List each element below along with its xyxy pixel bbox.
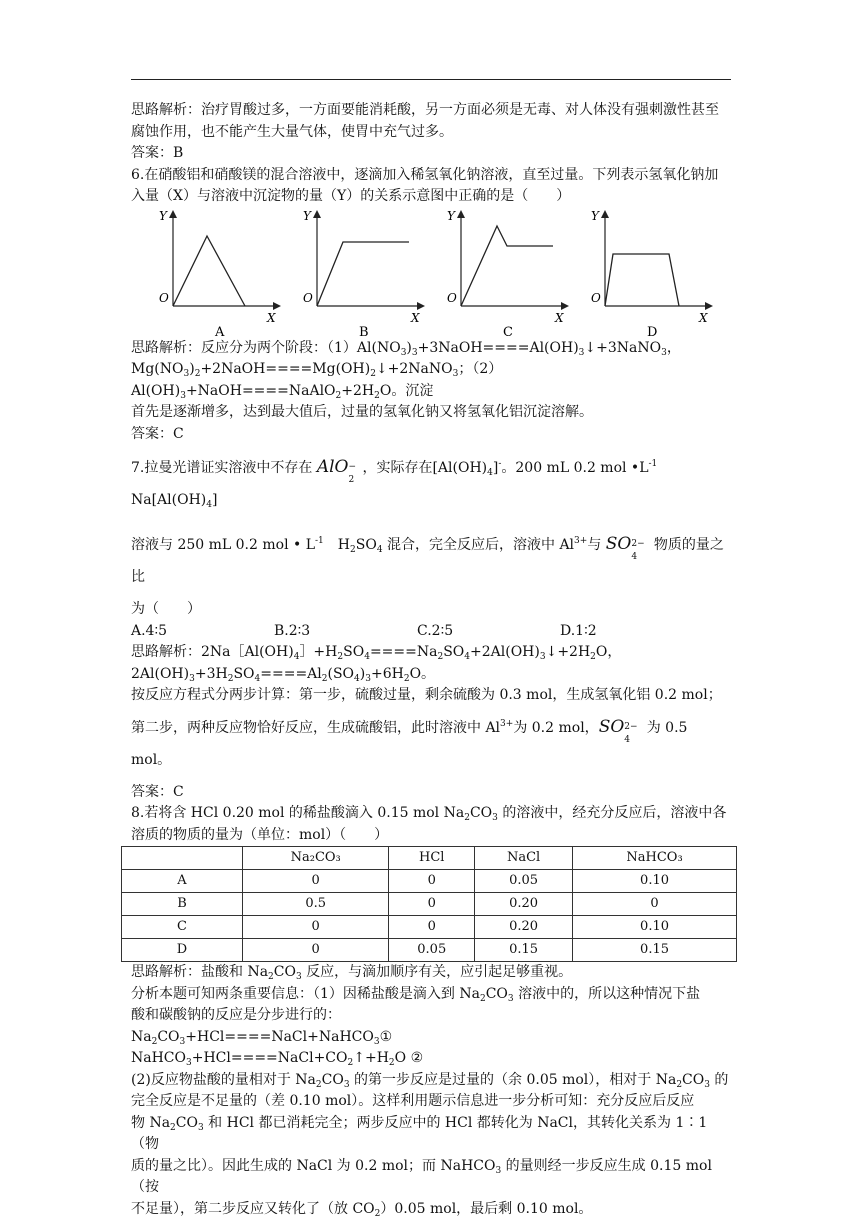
graph-c-o: O [447,291,457,305]
document-body [131,100,731,1220]
table-cell: 0 [573,893,737,916]
q8-stem-line2: 溶质的物质的量为（单位：mol）（ ） [131,825,731,847]
q8-equation-1: $Na_2CO_3+HCl====NaCl+NaHCO_3①$ [131,1027,731,1049]
graph-d-y: Y [591,209,600,223]
q7-stem-line3: 为（ ） [131,599,731,621]
table-cell: 0 [389,893,475,916]
table-row [122,939,737,962]
graph-d-o: O [591,291,601,305]
graph-a-x: X [266,311,276,325]
graph-d-label: D [647,325,657,338]
table-cell: 0.15 [475,939,573,962]
graph-d-x: X [698,311,708,325]
q5-answer: 答案：B [131,143,731,165]
q8-analysis-line6: 物 $Na_2CO_3$ 和 HCl 都已消耗完全；两步反应中的 HCl 都转化为 NaCl，其转化关系为 1∶1（物 [131,1113,731,1156]
q8-analysis-line5: 完全反应是不足量的（差 0.10 mol）。这样利用题示信息进一步分析可知：充分反应后反应 [131,1091,731,1113]
table-cell: 0 [243,916,389,939]
table-row [122,893,737,916]
table-cell: 0 [389,870,475,893]
q6-stem: 6.在硝酸铝和硝酸镁的混合溶液中，逐滴加入稀氢氧化钠溶液，直至过量。下列表示氢氧化钠加入量（X）与溶液中沉淀物的量（Y）的关系示意图中正确的是（ ） [131,165,731,208]
q7-choice-c: C.2∶5 [417,621,560,643]
table-cell: C [122,916,243,939]
q7-answer: 答案：C [131,782,731,804]
q8-analysis-line1: 思路解析：盐酸和 $Na_2CO_3$ 反应，与滴加顺序有关，应引起足够重视。 [131,962,731,984]
graph-c-label: C [503,325,513,338]
q8-analysis-line7: 质的量之比）。因此生成的 NaCl 为 0.2 mol；而 NaHCO$_3$ 的量则经一步反应生成 0.15 mol（按 [131,1156,731,1199]
graph-b-o: O [303,291,313,305]
table-cell: 0.15 [573,939,737,962]
q6-graphs [131,208,731,338]
graph-c [443,208,573,338]
q7-choice-a: A.4∶5 [131,621,274,643]
graph-c-y: Y [447,209,456,223]
graph-d [587,208,717,338]
table-row [122,870,737,893]
q7-choice-d: D.1∶2 [560,621,703,643]
q7-stem-line1: 7.拉曼光谱证实溶液中不存在 AlO − 2 ，实际存在$[Al(OH)_4]^-$。200 mL 0.2 mol $•L^{-1}$ $Na[Al(OH)_4]$ [131,451,731,516]
table-cell: 0.05 [389,939,475,962]
table-header-cell: NaHCO₃ [573,847,737,870]
graph-a-o: O [159,291,169,305]
q7-analysis-line1: 思路解析：$2Na[Al(OH)_4]+H_2SO_4====Na_2SO_4+2Al(OH)_3↓+2H_2O$， [131,642,731,664]
table-header-cell: HCl [389,847,475,870]
q5-analysis: 思路解析：治疗胃酸过多，一方面要能消耗酸，另一方面必须是无毒、对人体没有强刺激性甚至腐蚀作用，也不能产生大量气体，使胃中充气过多。 [131,100,731,143]
q6-analysis-line2: $Mg(NO_3)_2+2NaOH====Mg(OH)_2↓+2NaNO_3$；$(2)Al(OH)_3+NaOH====NaAlO_2+2H_2O$。沉淀 [131,359,731,402]
q8-stem-line1: 8.若将含 HCl 0.20 mol 的稀盐酸滴入 0.15 mol $Na_2CO_3$ 的溶液中，经充分反应后，溶液中各 [131,803,731,825]
table-cell: 0 [243,939,389,962]
q6-analysis-line1: 思路解析：反应分为两个阶段：$(1)Al(NO_3)_3+3NaOH====Al(OH)_3↓+3NaNO_3$， [131,338,731,360]
q7-choices [131,621,731,643]
q7-choice-b: B.2∶3 [274,621,417,643]
table-cell: 0.10 [573,870,737,893]
q7-analysis-line4: 第二步，两种反应物恰好反应，生成硫酸铝，此时溶液中 $Al^{3+}$为 0.2 mol，SO 2− 4 为 0.5 mol。 [131,711,731,776]
graph-b-x: X [410,311,420,325]
table-cell: A [122,870,243,893]
table-cell: B [122,893,243,916]
table-cell: D [122,939,243,962]
q7-analysis-line2: $2Al(OH)_3+3H_2SO_4====Al_2(SO_4)_3+6H_2O$。 [131,664,731,686]
q7-analysis-line3: 按反应方程式分两步计算：第一步，硫酸过量，剩余硫酸为 0.3 mol，生成氢氧化铝 0.2 mol； [131,685,731,707]
table-header-row [122,847,737,870]
graph-a-y: Y [159,209,168,223]
table-header-cell [122,847,243,870]
q8-analysis-line4: (2)反应物盐酸的量相对于 $Na_2CO_3$ 的第一步反应是过量的（余 0.05 mol），相对于 $Na_2CO_3$ 的 [131,1070,731,1092]
graph-b-y: Y [303,209,312,223]
table-cell: 0.20 [475,893,573,916]
graph-b-label: B [359,325,369,338]
graph-a-label: A [214,325,225,338]
graph-b [299,208,429,338]
table-cell: 0.5 [243,893,389,916]
table-cell: 0.05 [475,870,573,893]
q8-equation-2: $NaHCO_3+HCl====NaCl+CO_2↑+H_2O$ ② [131,1048,731,1070]
graph-a [155,208,285,338]
q7-stem-line2: 溶液与 250 mL 0.2 mol • $L^{-1}$ $H_2SO_4$ 混合，完全反应后，溶液中 $Al^{3+}$与 SO 2− 4 物质的量之比 [131,528,731,593]
q8-options-table [121,846,737,962]
table-cell: 0.20 [475,916,573,939]
q8-analysis-line2: 分析本题可知两条重要信息：（1）因稀盐酸是滴入到 $Na_2CO_3$ 溶液中的，所以这种情况下盐 [131,984,731,1006]
table-cell: 0 [389,916,475,939]
table-cell: 0.10 [573,916,737,939]
table-header-cell: NaCl [475,847,573,870]
header-rule [131,79,731,80]
q8-analysis-line3: 酸和碳酸钠的反应是分步进行的： [131,1005,731,1027]
table-header-cell: Na₂CO₃ [243,847,389,870]
graph-c-x: X [554,311,564,325]
q6-analysis-line3: 首先是逐渐增多，达到最大值后，过量的氢氧化钠又将氢氧化铝沉淀溶解。 [131,402,731,424]
table-cell: 0 [243,870,389,893]
q8-analysis-line8: 不足量），第二步反应又转化了（放 $CO_2)0.05$ mol，最后剩 0.10 mol。 [131,1199,731,1220]
table-row [122,916,737,939]
q6-answer: 答案：C [131,424,731,446]
